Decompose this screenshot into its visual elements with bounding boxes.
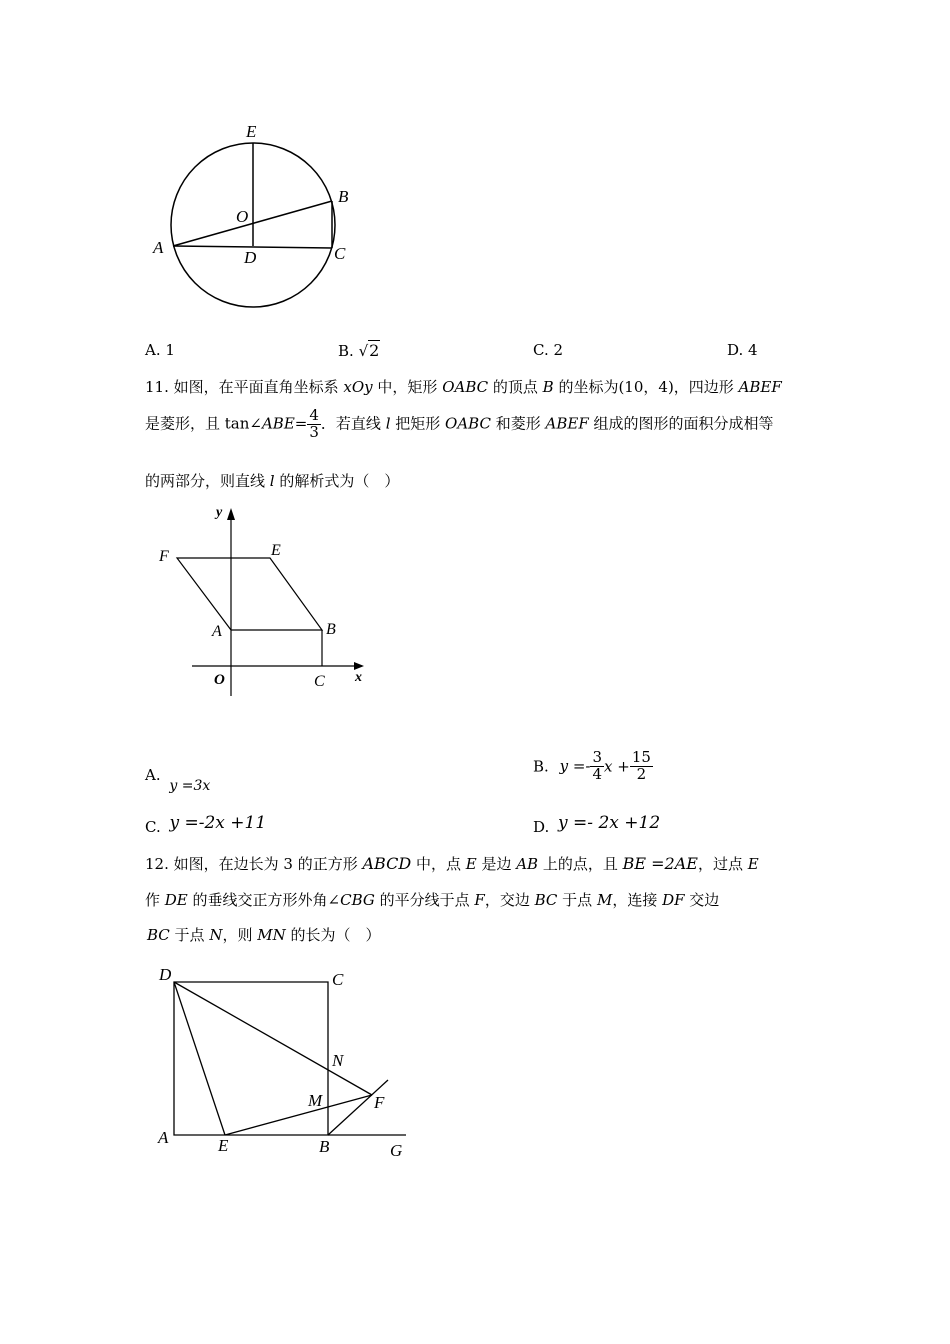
q12-square-figure bbox=[150, 962, 420, 1167]
q12-l2-h: BC bbox=[534, 891, 558, 909]
q12-l1-e: 是边 bbox=[476, 855, 517, 873]
q10-option-b-radicand: 2 bbox=[369, 341, 380, 360]
label-f: F bbox=[374, 1093, 385, 1112]
y-axis-arrow bbox=[227, 508, 235, 520]
label-e: E bbox=[218, 1136, 229, 1155]
q12-l2-e: 的平分线于点 bbox=[374, 891, 475, 909]
label-a: A bbox=[158, 1128, 169, 1147]
q12-l1-j: E bbox=[747, 855, 759, 873]
q11-a-prefix: A. bbox=[145, 766, 161, 784]
segment-de bbox=[174, 982, 225, 1135]
label-c: C bbox=[334, 244, 346, 263]
label-x: x bbox=[355, 670, 362, 685]
q11-c-expr: y =-2x +11 bbox=[169, 813, 267, 833]
label-a: A bbox=[153, 238, 164, 257]
label-e: E bbox=[246, 122, 257, 141]
q12-l1-g: 上的点，且 bbox=[538, 855, 623, 873]
q12-l2-c: 的垂线交正方形外角∠ bbox=[187, 891, 341, 909]
q12-l3-b: 于点 bbox=[169, 926, 210, 944]
label-a: A bbox=[212, 623, 222, 640]
q12-l2-b: DE bbox=[164, 891, 188, 909]
q11-l2-b: ABE bbox=[261, 414, 295, 433]
q11-line-1 bbox=[145, 376, 782, 397]
label-b: B bbox=[326, 621, 336, 638]
q12-l3-a: BC bbox=[147, 926, 170, 944]
q12-l1-h: BE =2AE bbox=[622, 854, 698, 873]
q11-line-2 bbox=[145, 408, 774, 441]
frac-den: 2 bbox=[636, 764, 647, 783]
q11-l2-i: ABEF bbox=[545, 414, 589, 433]
q11-option-c bbox=[145, 813, 267, 836]
label-d: D bbox=[159, 965, 172, 984]
frac-num: 3 bbox=[592, 748, 603, 766]
frac-num: 15 bbox=[631, 748, 651, 766]
label-o: O bbox=[236, 207, 249, 226]
q11-coordinate-figure bbox=[150, 500, 380, 700]
q11-l1-d: OABC bbox=[442, 378, 489, 396]
q10-option-d: D. 4 bbox=[727, 341, 758, 359]
q12-l3-e: MN bbox=[257, 926, 286, 944]
q12-l2-m: 交边 bbox=[684, 891, 720, 909]
q12-l1-f: AB bbox=[516, 855, 539, 873]
q11-b-mid: x + bbox=[604, 757, 630, 776]
square-abcd bbox=[174, 982, 328, 1135]
q11-b-frac1 bbox=[590, 750, 604, 783]
label-o: O bbox=[214, 672, 225, 688]
q11-l1-h: ABEF bbox=[738, 378, 782, 396]
frac-den: 4 bbox=[592, 764, 603, 783]
q11-b-frac2 bbox=[630, 750, 653, 783]
q11-l2-a: 是菱形，且 tan∠ bbox=[145, 414, 262, 433]
segment-df bbox=[174, 982, 372, 1095]
q11-l2-c: = bbox=[294, 414, 308, 433]
q11-l2-g: OABC bbox=[445, 414, 491, 433]
label-g: G bbox=[390, 1141, 403, 1160]
frac-den: 3 bbox=[309, 422, 319, 441]
rhombus-abef bbox=[177, 558, 322, 630]
q11-b-lhs: y =- bbox=[559, 757, 591, 776]
q11-l2-f: 把矩形 bbox=[390, 414, 446, 433]
q12-l1-a: 12. 如图，在边长为 3 的正方形 bbox=[145, 855, 363, 873]
q10-circle-figure bbox=[140, 115, 380, 320]
q12-l3-f: 的长为（ ） bbox=[285, 926, 381, 944]
q11-tan-fraction bbox=[307, 408, 321, 441]
q11-l3-b: l bbox=[269, 472, 275, 490]
q11-l1-a: 11. 如图，在平面直角坐标系 bbox=[145, 378, 344, 396]
q11-l1-c: 中，矩形 bbox=[372, 378, 443, 396]
q12-l3-c: N bbox=[209, 926, 223, 944]
q11-l2-h: 和菱形 bbox=[490, 414, 546, 433]
label-c: C bbox=[314, 673, 325, 690]
q11-option-a bbox=[145, 766, 211, 794]
q11-l1-b: xOy bbox=[343, 378, 373, 396]
q12-l2-f: F bbox=[474, 891, 485, 909]
q12-l2-d: CBG bbox=[340, 891, 375, 909]
q11-l1-f: B bbox=[542, 378, 554, 396]
label-e: E bbox=[271, 542, 281, 559]
q11-d-expr: y =- 2x +12 bbox=[558, 813, 661, 833]
q11-line-3 bbox=[145, 470, 399, 491]
q12-line-1 bbox=[145, 853, 759, 874]
label-b: B bbox=[338, 187, 349, 206]
q10-option-b bbox=[338, 341, 380, 360]
q12-l1-d: E bbox=[465, 855, 477, 873]
q11-l2-j: 组成的图形的面积分成相等 bbox=[588, 414, 774, 433]
q12-l2-g: ，交边 bbox=[484, 891, 535, 909]
x-axis-arrow bbox=[354, 662, 364, 670]
frac-num: 4 bbox=[309, 406, 319, 424]
label-c: C bbox=[332, 970, 344, 989]
q12-l3-d: ，则 bbox=[222, 926, 258, 944]
label-n: N bbox=[332, 1051, 344, 1070]
q11-d-prefix: D. bbox=[533, 818, 550, 836]
q11-a-expr: y =3x bbox=[169, 778, 211, 794]
label-y: y bbox=[216, 505, 223, 520]
q11-l1-g: 的坐标为(10，4)，四边形 bbox=[553, 378, 739, 396]
q11-l2-d: ．若直线 bbox=[320, 414, 386, 433]
label-d: D bbox=[244, 248, 257, 267]
q11-c-prefix: C. bbox=[145, 818, 161, 836]
q12-l1-c: 中，点 bbox=[411, 855, 466, 873]
q10-option-c: C. 2 bbox=[533, 341, 564, 359]
q10-option-a: A. 1 bbox=[145, 341, 175, 359]
q12-line-2 bbox=[145, 889, 719, 910]
q11-l1-e: 的顶点 bbox=[488, 378, 543, 396]
label-f: F bbox=[159, 548, 169, 565]
q12-l2-k: ，连接 bbox=[612, 891, 663, 909]
q12-l1-b: ABCD bbox=[362, 854, 412, 873]
q12-line-3 bbox=[147, 924, 381, 945]
q12-l2-i: 于点 bbox=[557, 891, 597, 909]
q11-l3-a: 的两部分，则直线 bbox=[145, 472, 270, 490]
q12-l1-i: ，过点 bbox=[697, 855, 748, 873]
q11-l2-e: l bbox=[385, 414, 391, 433]
q12-l2-j: M bbox=[596, 891, 613, 909]
q11-option-d bbox=[533, 813, 661, 836]
sqrt-symbol: √ bbox=[358, 342, 369, 360]
q12-l2-l: DF bbox=[662, 891, 685, 909]
label-m: M bbox=[308, 1091, 323, 1110]
q11-b-prefix: B. bbox=[533, 757, 549, 776]
q11-l3-c: 的解析式为（ ） bbox=[274, 472, 400, 490]
label-b: B bbox=[319, 1137, 330, 1156]
q10-option-b-prefix: B. bbox=[338, 342, 354, 360]
q12-l2-a: 作 bbox=[145, 891, 165, 909]
q11-option-b bbox=[533, 750, 653, 783]
